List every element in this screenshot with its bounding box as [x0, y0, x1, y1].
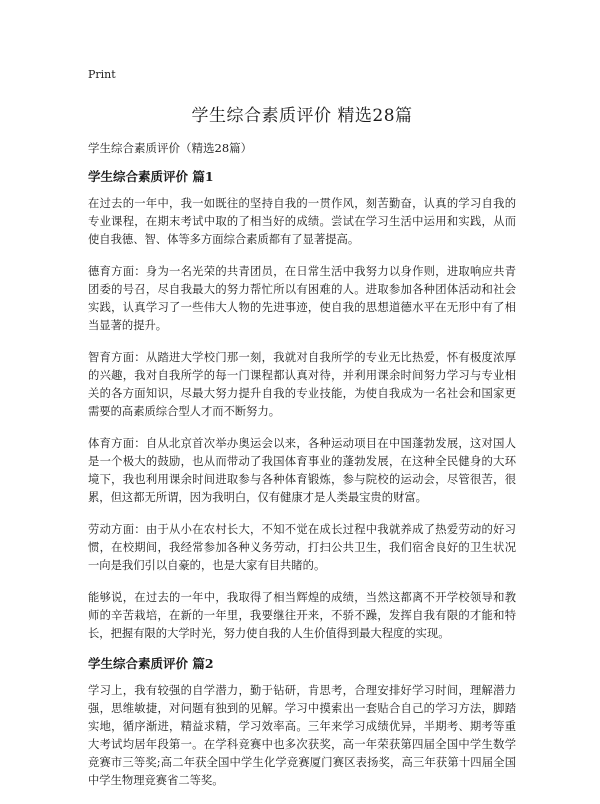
document-page	[88, 68, 516, 804]
section-heading: 学生综合素质评价 篇1	[88, 169, 214, 184]
section-1	[88, 168, 516, 643]
paragraph: 德育方面：身为一名光荣的共青团员，在日常生活中我努力以身作则，进取响应共青团委的号召，尽自我最大的努力帮忙所以有困难的人。进取参加各种团体活动和社会实践，认真学习了一些伟大人物的先进事迹，使自我的思想道德水平在无形中有了相当显著的提升。	[88, 265, 516, 332]
paragraph: 劳动方面：由于从小在农村长大，不知不觉在成长过程中我就养成了热爱劳动的好习惯，在校期间，我经常参加各种义务劳动，打扫公共卫生，我们宿舍良好的卫生状况一向是我们引以自豪的，也是大家有目共睹的。	[88, 523, 516, 572]
document-title: 学生综合素质评价 精选28篇	[191, 106, 413, 126]
section-heading: 学生综合素质评价 篇2	[88, 656, 214, 671]
paragraph: 智育方面：从踏进大学校门那一刻，我就对自我所学的专业无比热爱，怀有极度浓厚的兴趣，我对自我所学的每一门课程都认真对待，并利用课余时间努力学习与专业相关的各方面知识，尽最大努力提升自我的专业技能，为使自我成为一名社会和国家更需要的高素质综合型人才而不断努力。	[88, 351, 516, 418]
section-2	[88, 655, 516, 790]
paragraph: 能够说，在过去的一年中，我取得了相当辉煌的成绩，当然这都离不开学校领导和教师的辛苦栽培，在新的一年里，我要继往开来，不骄不躁，发挥自我有限的才能和特长，把握有限的大学时光，努力使自我的人生价值得到最大程度的实现。	[88, 591, 516, 640]
paragraph: 体育方面：自从北京首次举办奥运会以来，各种运动项目在中国蓬勃发展，这对国人是一个极大的鼓励，也从而带动了我国体育事业的蓬勃发展，在这种全民健身的大环境下，我也利用课余时间进取参与各种体育锻炼，参与院校的运动会，尽管很苦，很累，但这都无所谓，因为我明白，仅有健康才是人类最宝贵的财富。	[88, 437, 516, 504]
paragraph: 学习上，我有较强的自学潜力，勤于钻研，肯思考，合理安排好学习时间，理解潜力强，思维敏捷，对问题有独到的见解。学习中摸索出一套贴合自己的学习方法，脚踏实地，循序渐进，精益求精，学习效率高。三年来学习成绩优异，半期考、期考等重大考试均居年段第一。在学科竞赛中也多次获奖，高一年荣获第四届全国中学生数学竞赛市三等奖;高二年获全国中学生化学竞赛厦门赛区表扬奖，高三年获第十四届全国中学生物理竞赛省二等奖。	[88, 684, 516, 787]
document-subtitle: 学生综合素质评价（精选28篇）	[88, 141, 253, 155]
print-label: Print	[88, 68, 116, 81]
paragraph: 在过去的一年中，我一如既往的坚持自我的一贯作风，刻苦勤奋，认真的学习自我的专业课程，在期末考试中取的了相当好的成绩。尝试在学习生活中运用和实践，从而使自我德、智、体等多方面综合素质都有了显著提高。	[88, 197, 516, 246]
